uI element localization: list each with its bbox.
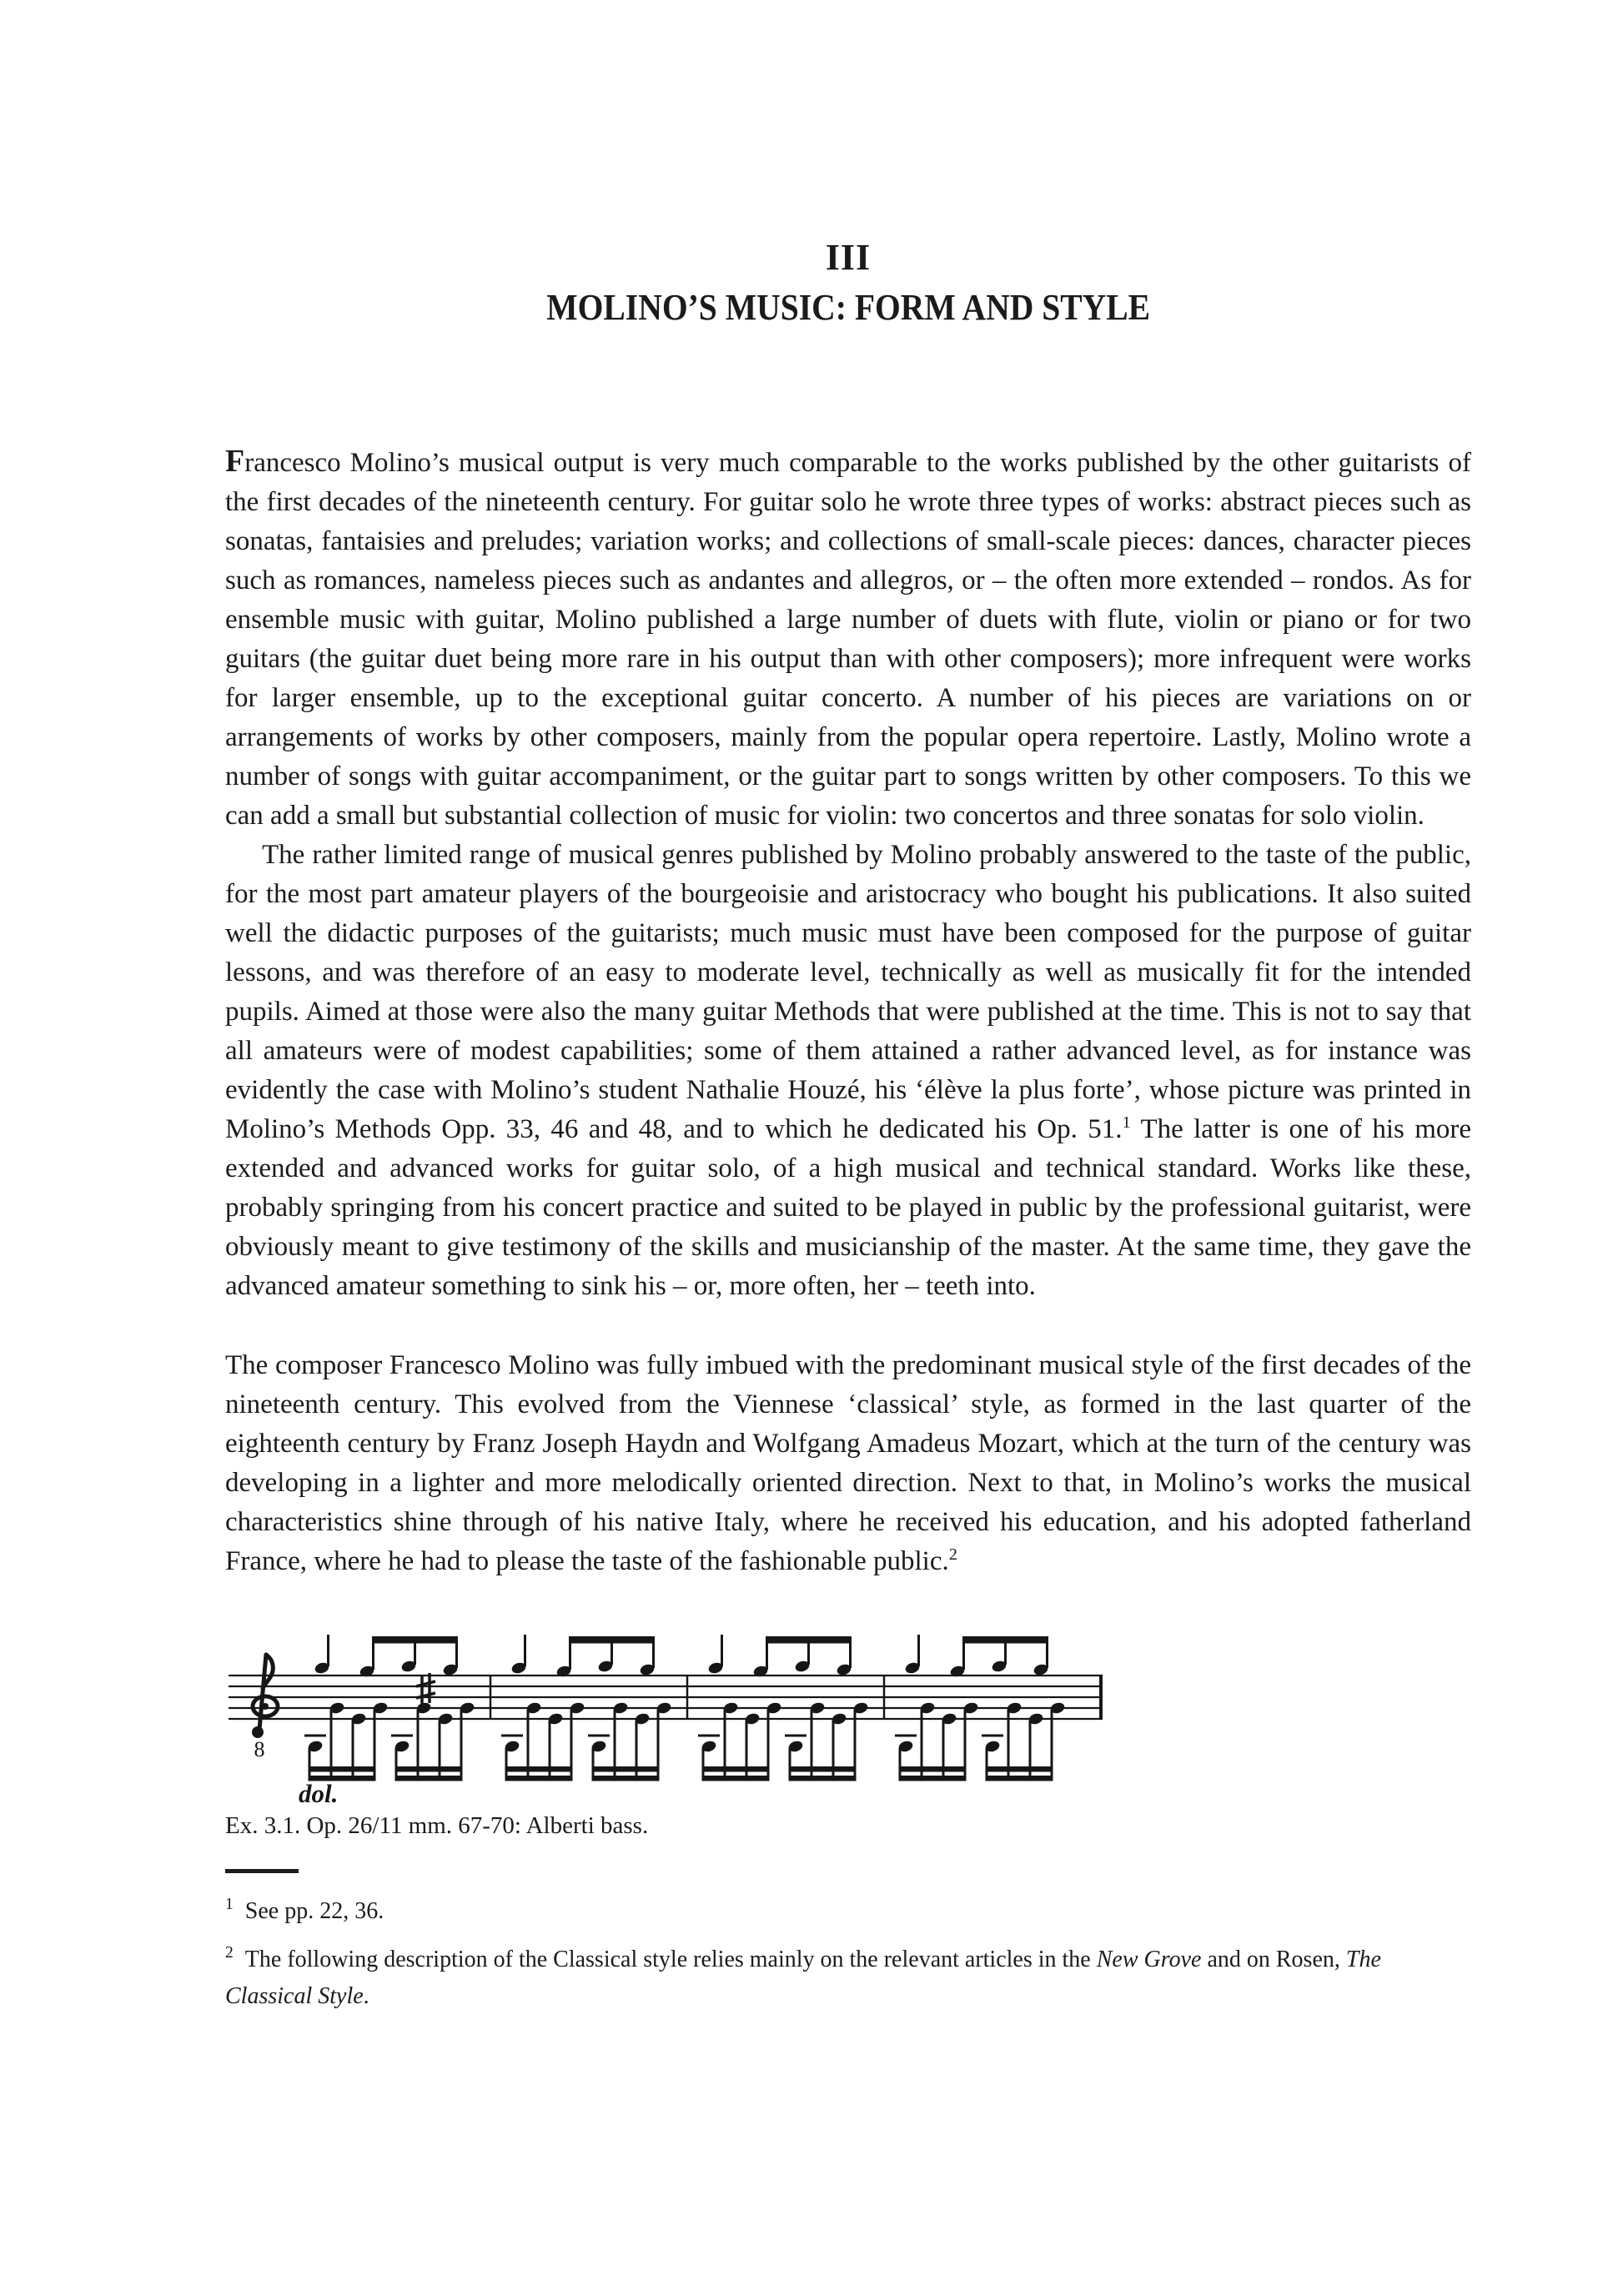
footnotes-section	[225, 1869, 1471, 2015]
footnote-2-text-continued: and on Rosen,	[1201, 1946, 1346, 1972]
chapter-heading	[225, 237, 1471, 329]
footnote-2-italic-title-1: New Grove	[1096, 1946, 1202, 1972]
music-notation	[225, 1630, 1105, 1809]
paragraph-3-text: The composer Francesco Molino was fully imbued with the predominant musical style of the first decades of the nineteenth century. This evolved from the Viennese ‘classical’ style, as formed in the last quarter of the eighteenth century by Franz Joseph Haydn and Wolfgang Amadeus Mozart, which at the turn of the century was developing in a lighter and more melodically oriented direction. Next to that, in Molino’s works the musical characteristics shine through of his native Italy, where he received his education, and his adopted fatherland France, where he had to please the taste of the fashionable public.	[225, 1349, 1471, 1576]
clef-octave-8: 8	[254, 1736, 265, 1761]
chapter-title-text: MOLINO’S MUSIC: FORM AND STYLE	[546, 286, 1150, 328]
footnote-separator-rule	[225, 1869, 299, 1873]
footnote-2-italic-title-2: The Classical Style	[225, 1946, 1381, 2009]
body-paragraph-3	[225, 1346, 1471, 1581]
footnote-reference-1: 1	[1122, 1113, 1131, 1132]
paragraph-2-text: The rather limited range of musical genres published by Molino probably answered to the taste of the public, for the most part amateur players of the bourgeoisie and aristocracy who bought his publications. It also suited well the didactic purposes of the guitarists; much music must have been composed for the purpose of guitar lessons, and was therefore of an easy to moderate level, technically as well as musically fit for the intended pupils. Aimed at those were also the many guitar Methods that were published at the time. This is not to say that all amateurs were of modest capabilities; some of them attained a rather advanced level, as for instance was evidently the case with Molino’s student Nathalie Houzé, his ‘élève la plus forte’, whose picture was printed in Molino’s Methods Opp. 33, 46 and 48, and to which he dedicated his Op. 51.	[225, 839, 1471, 1144]
page-content	[225, 237, 1471, 2027]
footnote-reference-2: 2	[948, 1545, 957, 1564]
chapter-number: III	[825, 237, 872, 278]
footnote-1-marker: 1	[225, 1896, 234, 1914]
sharp-icon	[416, 1673, 435, 1705]
chapter-title	[225, 286, 1471, 329]
lead-capital: F	[225, 443, 245, 479]
dynamic-marking: dol.	[299, 1778, 339, 1808]
footnote-1	[225, 1893, 1471, 1930]
footnote-2	[225, 1942, 1471, 2015]
footnote-1-text: See pp. 22, 36.	[244, 1897, 384, 1924]
body-paragraph-1	[225, 442, 1471, 836]
music-example-figure	[225, 1630, 1471, 1841]
body-text	[225, 442, 1471, 1581]
footnote-2-text: The following description of the Classical style relies mainly on the relevant articles in the	[244, 1946, 1097, 1972]
body-paragraph-2	[225, 836, 1471, 1306]
footnote-2-marker: 2	[225, 1944, 234, 1962]
footnote-2-text-end: .	[363, 1982, 369, 2009]
paragraph-1-text: rancesco Molino’s musical output is very much comparable to the works published by the other guitarists of the first decades of the nineteenth century. For guitar solo he wrote three types of works: abstract pieces such as sonatas, fantaisies and preludes; variation works; and collections of small-scale pieces: dances, character pieces such as romances, nameless pieces such as andantes and allegros, or – the often more extended – rondos. As for ensemble music with guitar, Molino published a large number of duets with flute, violin or piano or for two guitars (the guitar duet being more rare in his output than with other composers); more infrequent were works for larger ensemble, up to the exceptional guitar concerto. A number of his pieces are variations on or arrangements of works by other composers, mainly from the popular opera repertoire. Lastly, Molino wrote a number of songs with guitar accompaniment, or the guitar part to songs written by other composers. To this we can add a small but substantial collection of music for violin: two concertos and three sonatas for solo violin.	[225, 447, 1471, 831]
example-caption: Ex. 3.1. Op. 26/11 mm. 67-70: Alberti bass.	[225, 1811, 649, 1839]
paragraph-2-text-continued: The latter is one of his more extended and advanced works for guitar solo, of a high musical and technical standard. Works like these, probably springing from his concert practice and suited to be played in public by the professional guitarist, were obviously meant to give testimony of the skills and musicianship of the master. At the same time, they gave the advanced amateur something to sink his – or, more often, her – teeth into.	[225, 1113, 1472, 1301]
